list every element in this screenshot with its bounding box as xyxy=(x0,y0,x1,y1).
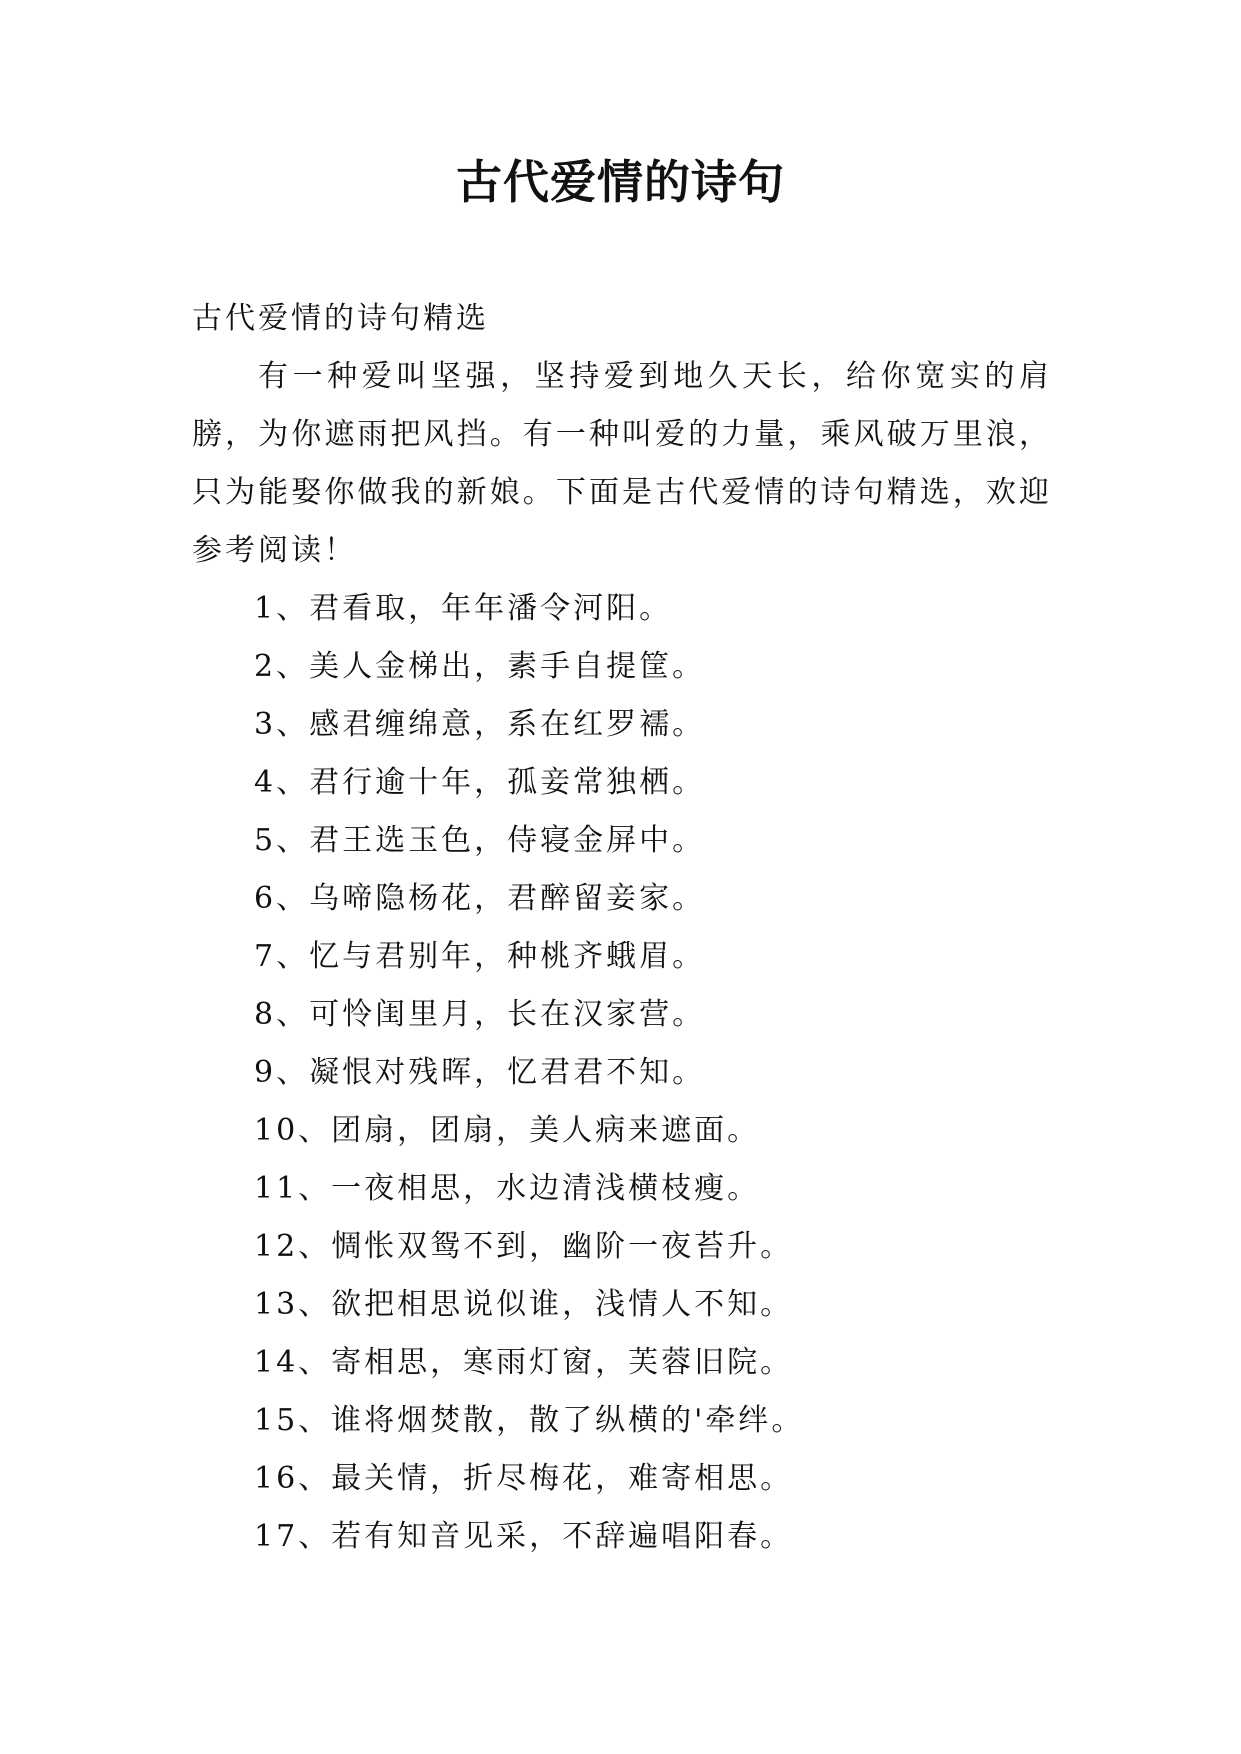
poem-line: 9、凝恨对残晖，忆君君不知。 xyxy=(254,1055,706,1090)
poem-line: 2、美人金梯出，素手自提筐。 xyxy=(254,649,706,684)
poem-line-list xyxy=(192,580,1052,1566)
poem-line: 12、惆怅双鸳不到，幽阶一夜苔升。 xyxy=(254,1229,794,1264)
poem-line: 5、君王选玉色，侍寝金屏中。 xyxy=(254,823,706,858)
poem-line: 11、一夜相思，水边清浅横枝瘦。 xyxy=(254,1171,761,1206)
document-title: 古代爱情的诗句 xyxy=(456,155,785,209)
poem-line: 8、可怜闺里月，长在汉家营。 xyxy=(254,997,706,1032)
poem-line: 4、君行逾十年，孤妾常独栖。 xyxy=(254,765,706,800)
poem-line: 7、忆与君别年，种桃齐蛾眉。 xyxy=(254,939,706,974)
poem-line: 16、最关情，折尽梅花，难寄相思。 xyxy=(254,1461,794,1496)
poem-line: 14、寄相思，寒雨灯窗，芙蓉旧院。 xyxy=(254,1345,794,1380)
poem-line: 13、欲把相思说似谁，浅情人不知。 xyxy=(254,1287,794,1322)
poem-line: 1、君看取，年年潘令河阳。 xyxy=(254,591,673,626)
document-subtitle: 古代爱情的诗句精选 xyxy=(192,301,489,336)
document-body xyxy=(192,290,1052,1566)
poem-line: 15、谁将烟焚散，散了纵横的'牵绊。 xyxy=(254,1403,805,1438)
poem-line: 3、感君缠绵意，系在红罗襦。 xyxy=(254,707,706,742)
intro-paragraph: 有一种爱叫坚强，坚持爱到地久天长，给你宽实的肩膀，为你遮雨把风挡。有一种叫爱的力量，乘风破万里浪，只为能娶你做我的新娘。下面是古代爱情的诗句精选，欢迎参考阅读！ xyxy=(192,359,1052,568)
poem-line: 10、团扇，团扇，美人病来遮面。 xyxy=(254,1113,761,1148)
poem-line: 17、若有知音见采，不辞遍唱阳春。 xyxy=(254,1519,794,1554)
poem-line: 6、乌啼隐杨花，君醉留妾家。 xyxy=(254,881,706,916)
